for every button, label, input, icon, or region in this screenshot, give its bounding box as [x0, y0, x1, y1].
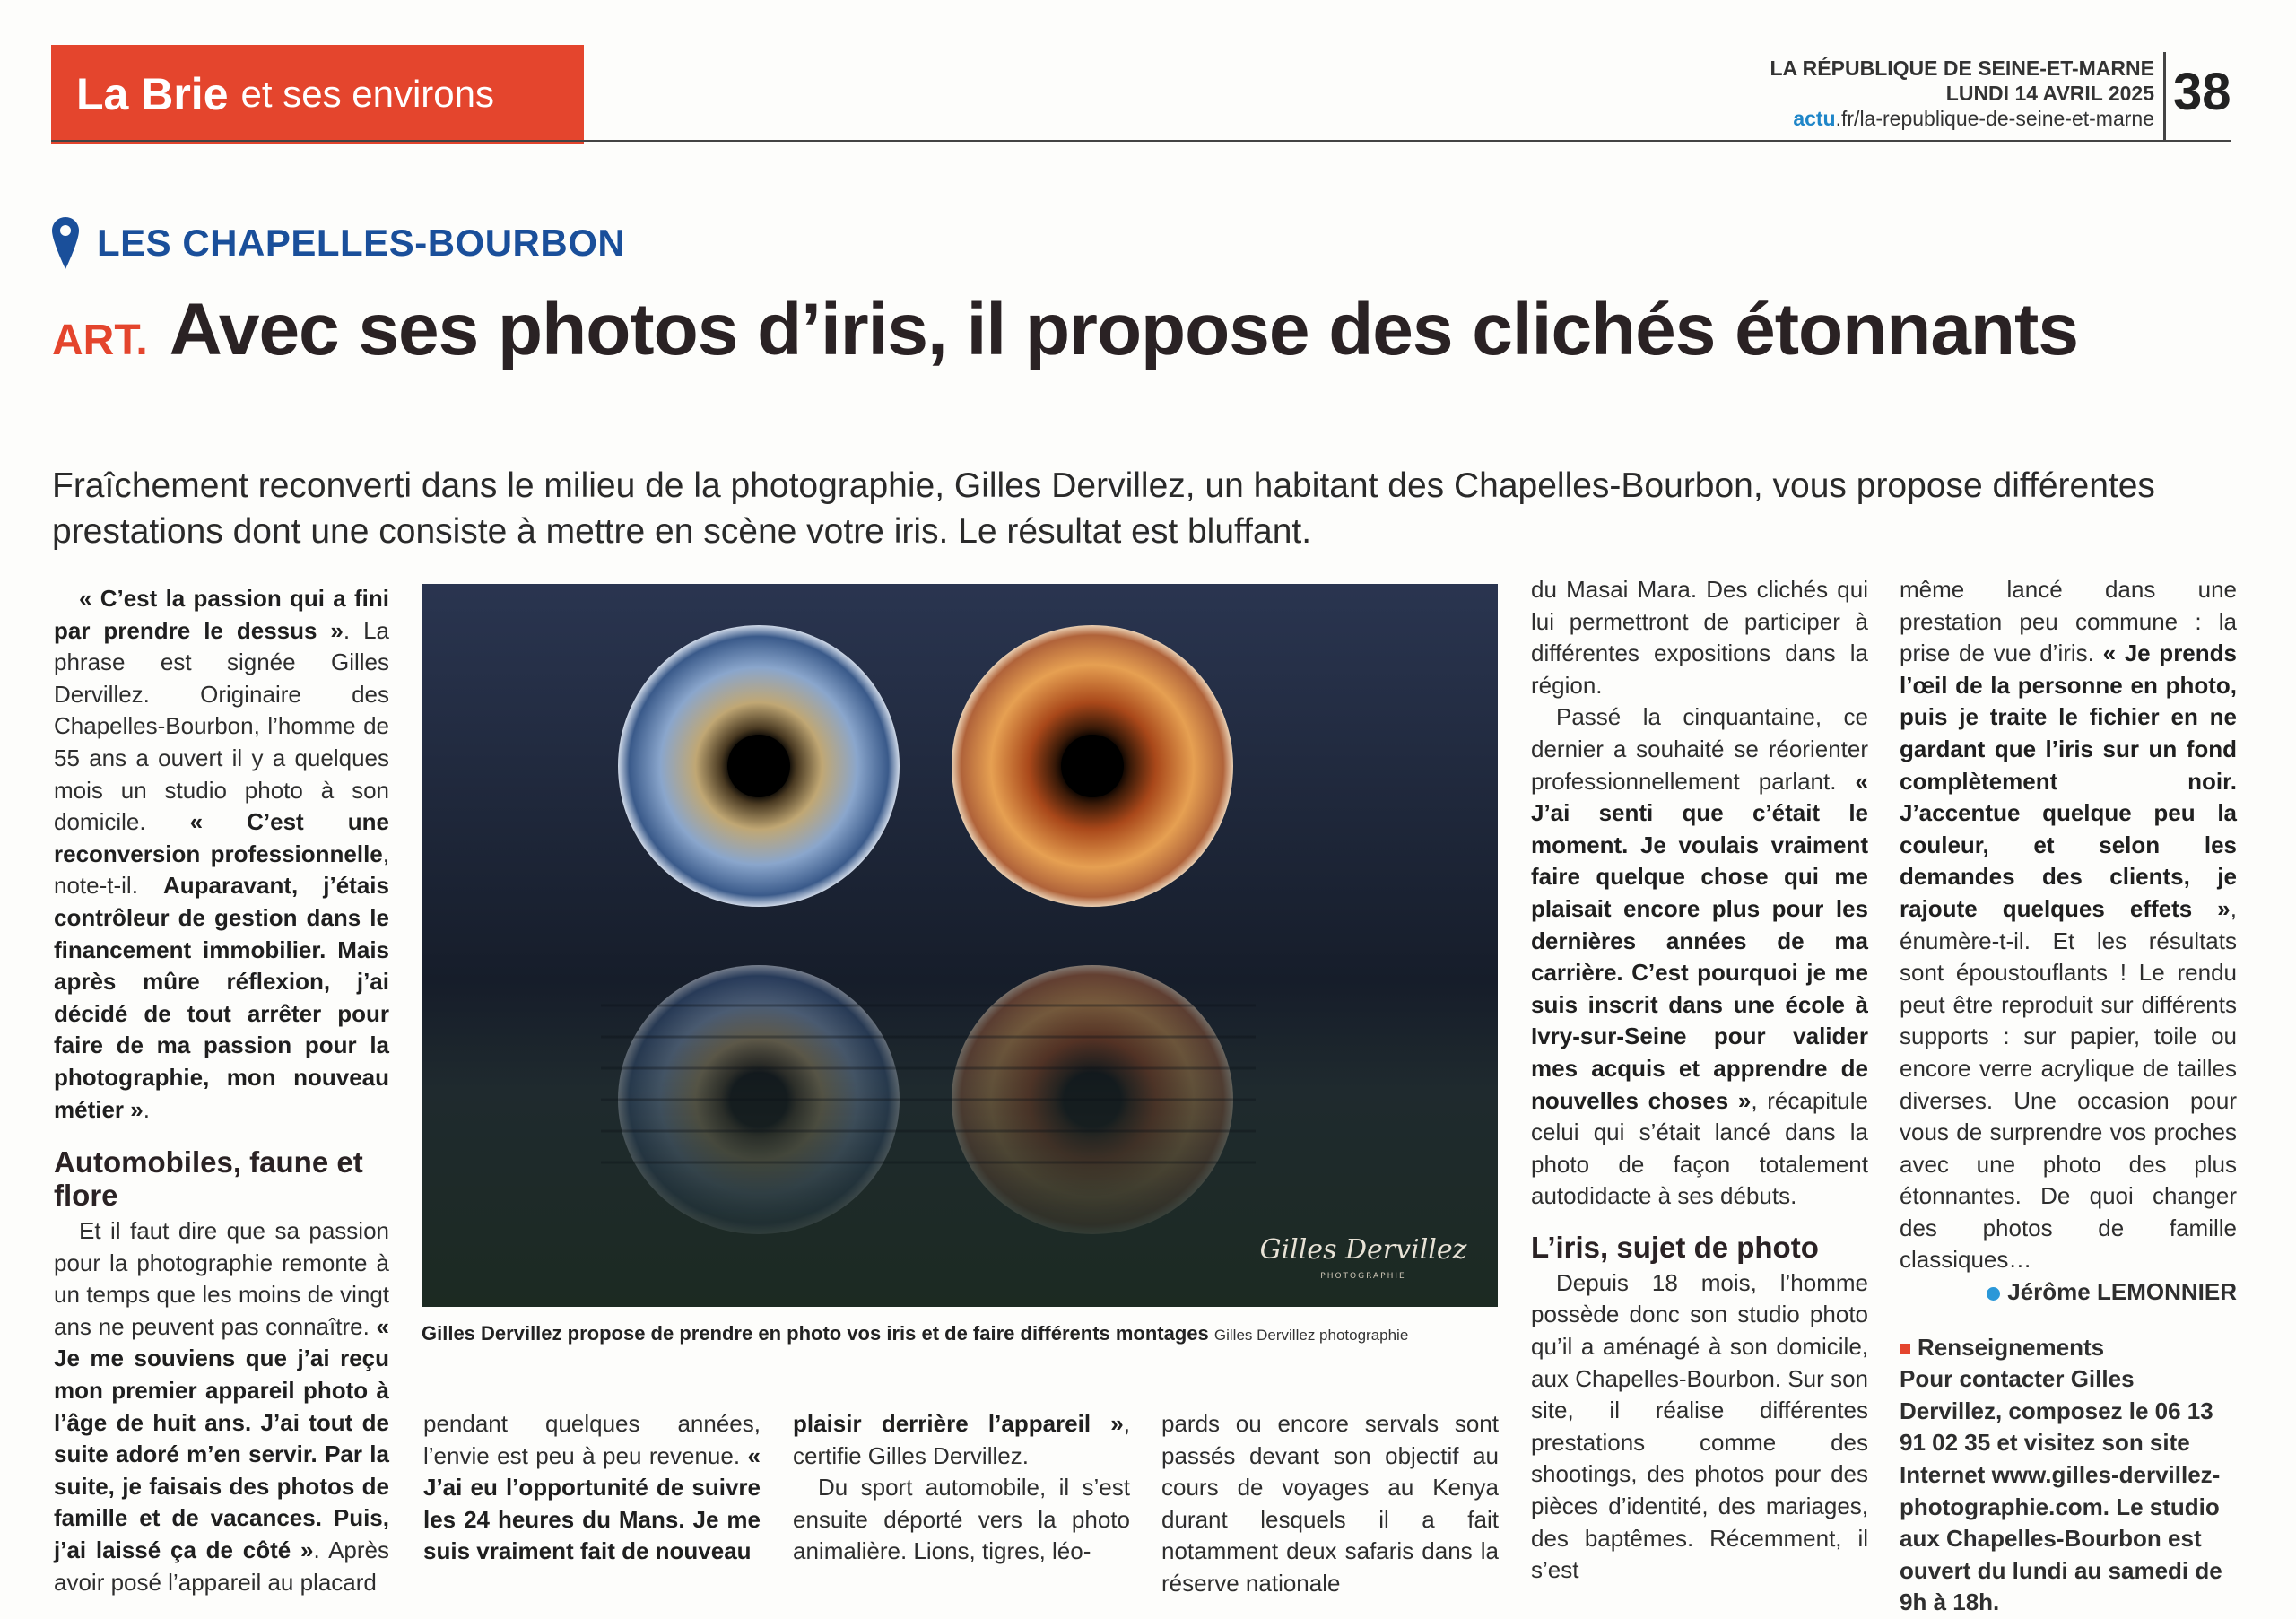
paragraph: Depuis 18 mois, l’homme possède donc son studio photo qu’il a aménagé à son domicile, aux Chapelles-Bourbon. Sur son site, il réalise différentes prestations comme des shootings, des photos pour des pièces d’identité, des mariages, des baptêmes. Récemment, il s’est: [1531, 1268, 1868, 1584]
paragraph: « C’est la passion qui a fini par prendre le dessus ». La phrase est signée Gilles Dervillez. Originaire des Chapelles-Bourbon, l’homme de 55 ans a ouvert il y a quelques mois un studio photo à son domicile. « C’est une reconversion professionnelle, note-t-il. Auparavant, j’étais contrôleur de gestion dans le financement immobilier. Mais après mûre réflexion, j’ai décidé de tout arrêter pour faire de ma passion pour la photographie, mon nouveau métier ».: [54, 585, 390, 1123]
paragraph: Passé la cinquantaine, ce dernier a souhaité se réorienter professionnellement parlant. « J’ai senti que c’était le moment. Je voulais vraiment faire quelque chose qui me plaisait encore plus pour les dernières années de ma carrière. C’est pourquoi je me suis inscrit dans une école à Ivry-sur-Seine pour valider mes acquis et apprendre de nouvelles choses », récapitule celui qui s’était lancé dans la photo de façon totalement autodidacte à ses débuts.: [1531, 703, 1868, 1210]
column-3: [793, 1408, 1130, 1568]
photo-signature-sub: PHOTOGRAPHIE: [1320, 1272, 1406, 1281]
location-name: LES CHAPELLES-BOURBON: [97, 222, 626, 264]
publication-name: LA RÉPUBLIQUE DE SEINE-ET-MARNE: [1770, 57, 2154, 80]
paragraph: plaisir derrière l’appareil », certifie Gilles Dervillez.: [793, 1410, 1130, 1469]
paragraph: pards ou encore servals sont passés devant son objectif au cours de voyages au Kenya durant lesquels il a fait notamment deux safaris dans la réserve nationale: [1161, 1410, 1499, 1597]
section-subtitle: et ses environs: [240, 73, 494, 115]
publication-url[interactable]: actu.fr/la-republique-de-seine-et-marne: [1793, 107, 2154, 130]
header-rule: [51, 140, 2231, 142]
iris-photo: [422, 584, 1498, 1307]
photo-signature: Gilles Dervillez: [1259, 1234, 1467, 1266]
subheading: Automobiles, faune et flore: [54, 1145, 363, 1213]
photo-caption: [422, 1319, 1498, 1351]
photo-credit: Gilles Dervillez photographie: [1213, 1327, 1409, 1344]
subheading: L’iris, sujet de photo: [1531, 1230, 1819, 1264]
paragraph: Et il faut dire que sa passion pour la photographie remonte à un temps que les moins de vingt ans ne peuvent pas connaître. « Je me souviens que j’ai reçu mon premier appareil photo à l’âge de huit ans. J’ai tout de suite adoré m’en servir. Par la suite, je faisais des photos de famille et de vacances. Puis, j’ai laissé ça de côté ». Après avoir posé l’appareil au placard: [54, 1217, 390, 1596]
section-banner: [51, 45, 584, 144]
column-4: [1161, 1408, 1499, 1600]
header-divider: [2163, 52, 2166, 140]
paragraph: même lancé dans une prestation peu commune : la prise de vue d’iris. « Je prends l’œil de la personne en photo, puis je traite le fichier en ne gardant que l’iris sur un fond complètement noir. J’accentue quelque peu la couleur, et selon les demandes des clients, je rajoute quelques effets », énumère-t-il. Et les résultats sont époustouflants ! Le rendu peut être reproduit sur différents supports : sur papier, toile ou encore verre acrylique de tailles diverses. Une occasion pour vous de surprendre vos proches avec une photo des plus étonnantes. De quoi changer des photos de famille classiques…: [1900, 576, 2237, 1274]
column-6: [1900, 574, 2237, 1619]
info-box-title: Renseignements: [1900, 1332, 2237, 1364]
publication-info: [1770, 56, 2154, 131]
column-5: [1531, 574, 1868, 1587]
section-title: La Brie: [76, 69, 229, 119]
article-headline: [52, 285, 2115, 386]
paragraph: Du sport automobile, il s’est ensuite déporté vers la photo animalière. Lions, tigres, léo-: [793, 1474, 1130, 1565]
paragraph: pendant quelques années, l’envie est peu à peu revenue. « J’ai eu l’opportunité de suivre les 24 heures du Mans. Je me suis vraiment fait de nouveau: [423, 1410, 761, 1565]
column-2: [423, 1408, 761, 1568]
publication-date: LUNDI 14 AVRIL 2025: [1945, 82, 2154, 105]
info-box-text: Pour contacter Gilles Dervillez, composez le 06 13 91 02 35 et visitez son site Internet www.gilles-dervillez-photographie.com. Le studio aux Chapelles-Bourbon est ouvert du lundi au samedi de 9h à 18h.: [1900, 1365, 2222, 1616]
byline-dot-icon: [1987, 1287, 2000, 1301]
column-1: [54, 583, 389, 1598]
article-lede: Fraîchement reconverti dans le milieu de la photographie, Gilles Dervillez, un habitant des Chapelles-Bourbon, vous propose différentes prestations dont une consiste à mettre en scène votre iris. Le résultat est bluffant.: [52, 466, 2155, 551]
page-number: 38: [2173, 63, 2231, 121]
headline-text: Avec ses photos d’iris, il propose des clichés étonnants: [169, 289, 2078, 370]
paragraph: du Masai Mara. Des clichés qui lui permettront de participer à différentes expositions dans la région.: [1531, 576, 1868, 699]
caption-text: Gilles Dervillez propose de prendre en photo vos iris et de faire différents montages: [422, 1322, 1209, 1345]
author-byline: Jérôme LEMONNIER: [1900, 1276, 2237, 1309]
location-kicker: [52, 217, 625, 269]
article-tag: ART.: [52, 317, 148, 364]
square-bullet-icon: [1900, 1344, 1910, 1354]
map-pin-icon: [52, 217, 79, 269]
